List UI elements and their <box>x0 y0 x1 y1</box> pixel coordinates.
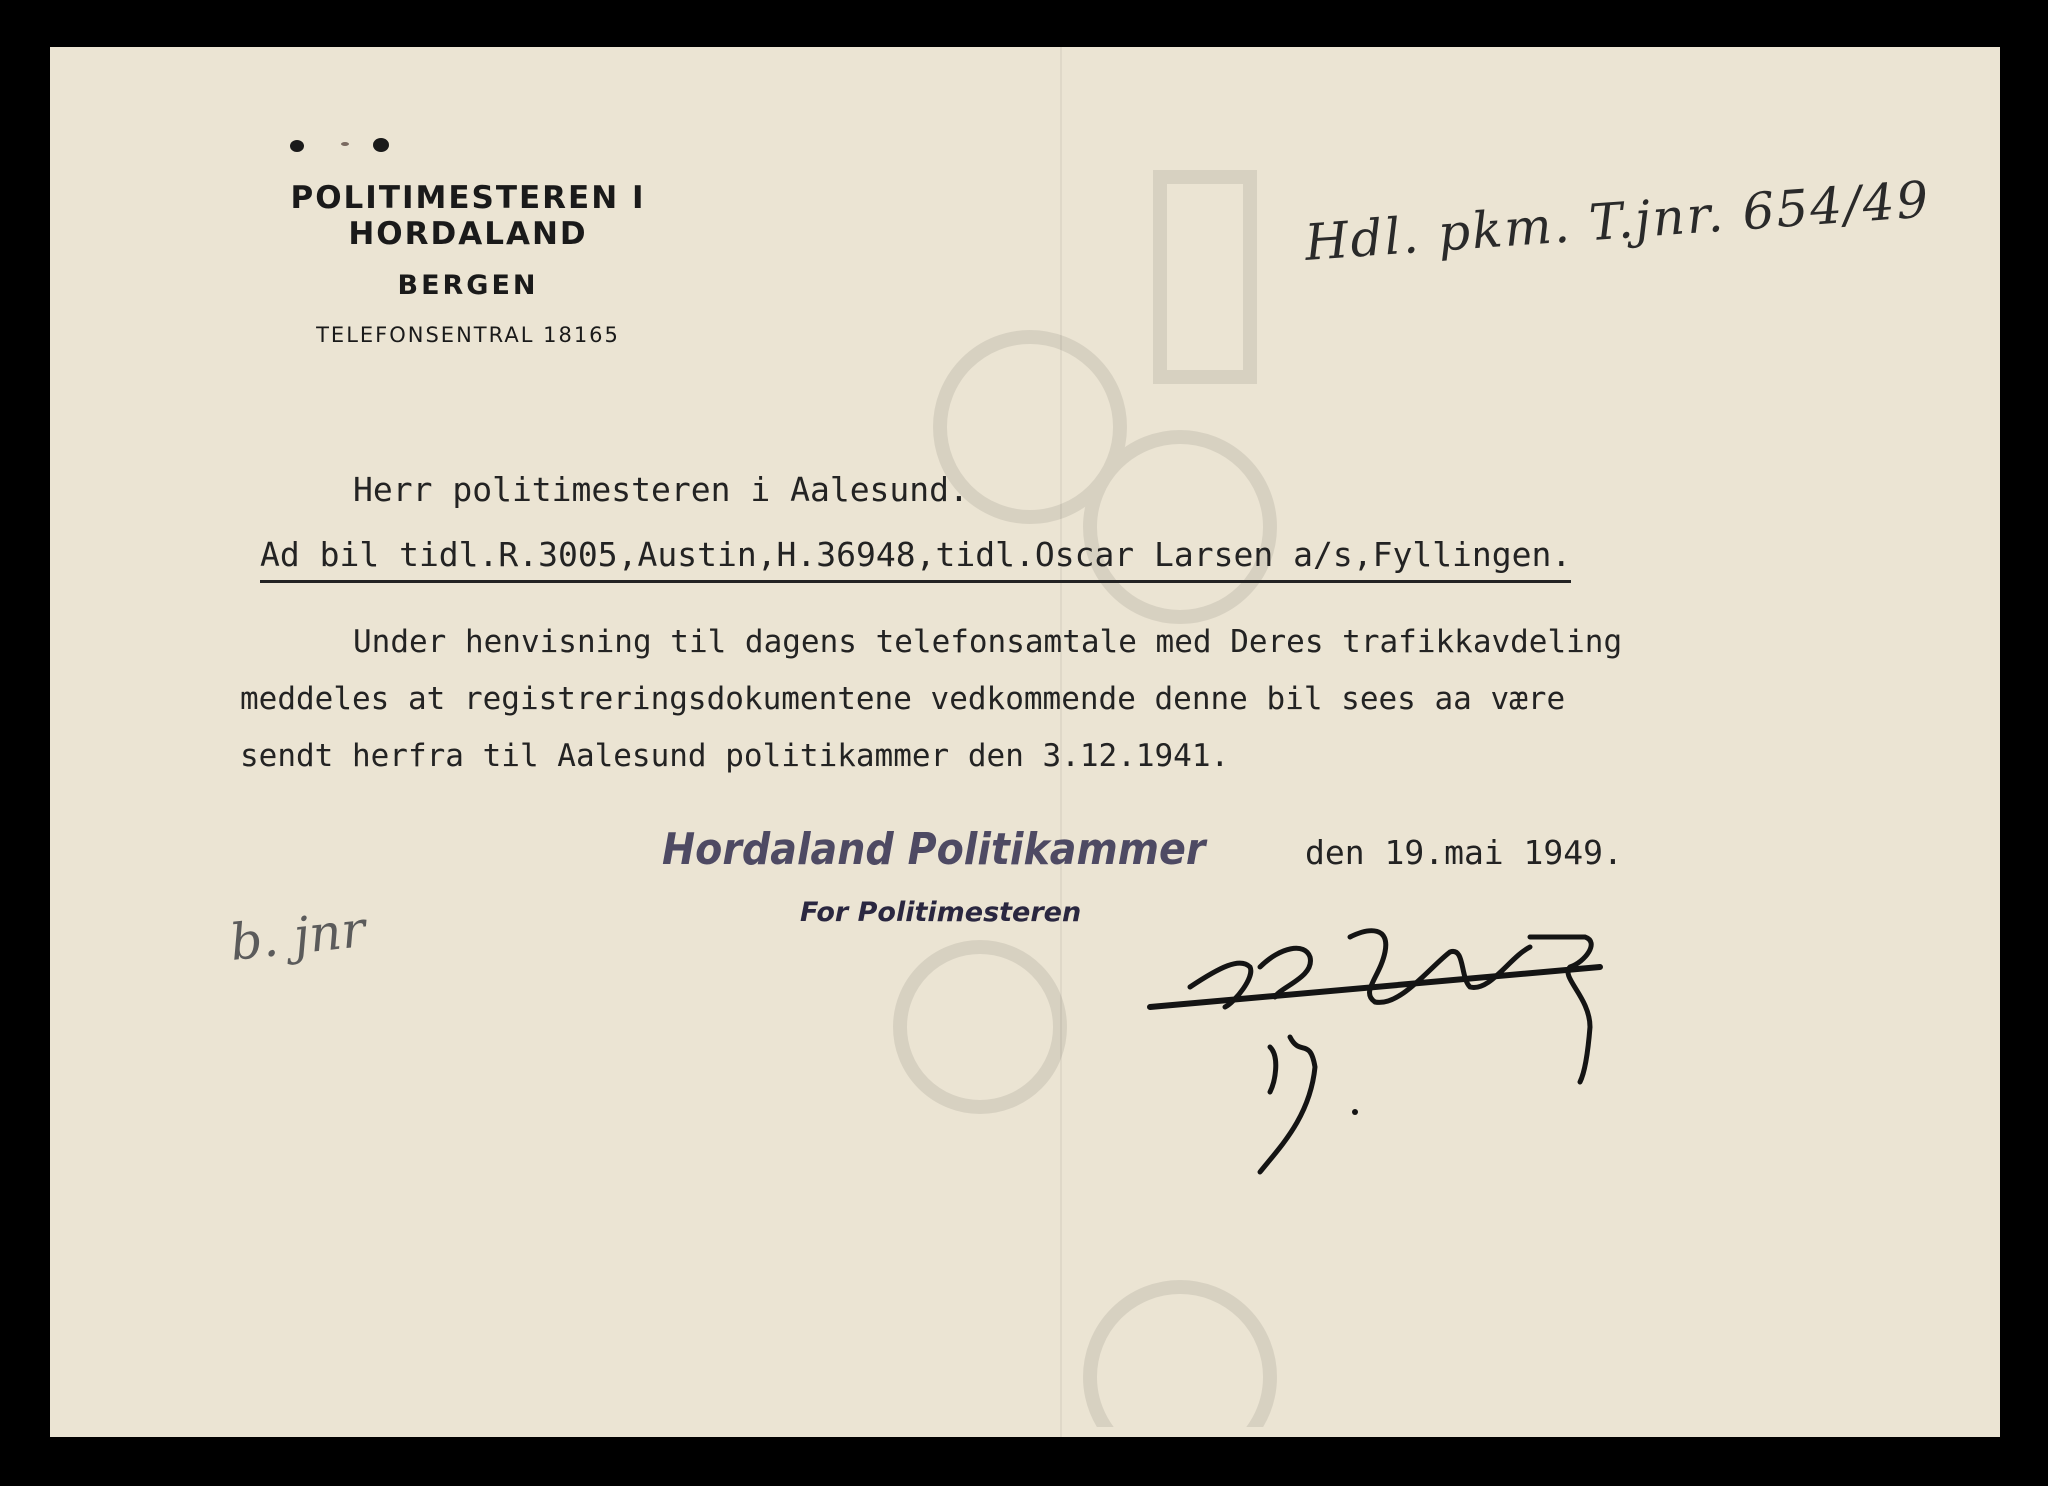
watermark-seal-icon <box>830 127 1330 1427</box>
punch-marks <box>285 132 405 162</box>
handwritten-note: b. jnr <box>227 900 369 972</box>
stamp-name: Hordaland Politikammer <box>662 824 1206 875</box>
subject-line: Ad bil tidl.R.3005,Austin,H.36948,tidl.Oscar Larsen a/s,Fyllingen. <box>260 535 1571 583</box>
handwritten-reference: Hdl. pkm. T.jnr. 654/49 <box>1302 170 1933 272</box>
body-line-2: meddeles at registreringsdokumentene vedkommende denne bil sees aa være <box>240 681 1566 717</box>
date-line: den 19.mai 1949. <box>1305 833 1623 872</box>
body-line-3: sendt herfra til Aalesund politikammer den 3.12.1941. <box>240 738 1230 774</box>
signature-icon <box>1130 907 1650 1187</box>
stamp-sub: For Politimesteren <box>800 897 1082 928</box>
letterhead-phone: TELEFONSENTRAL 18165 <box>316 323 620 347</box>
addressee-line: Herr politimesteren i Aalesund. <box>353 470 969 509</box>
letterhead <box>168 180 768 347</box>
body-line-1: Under henvisning til dagens telefonsamtale med Deres trafikkavdeling <box>353 624 1623 660</box>
document-page <box>50 47 2000 1437</box>
letterhead-city: BERGEN <box>397 270 539 301</box>
letterhead-organization: POLITIMESTEREN I HORDALAND <box>290 180 646 252</box>
